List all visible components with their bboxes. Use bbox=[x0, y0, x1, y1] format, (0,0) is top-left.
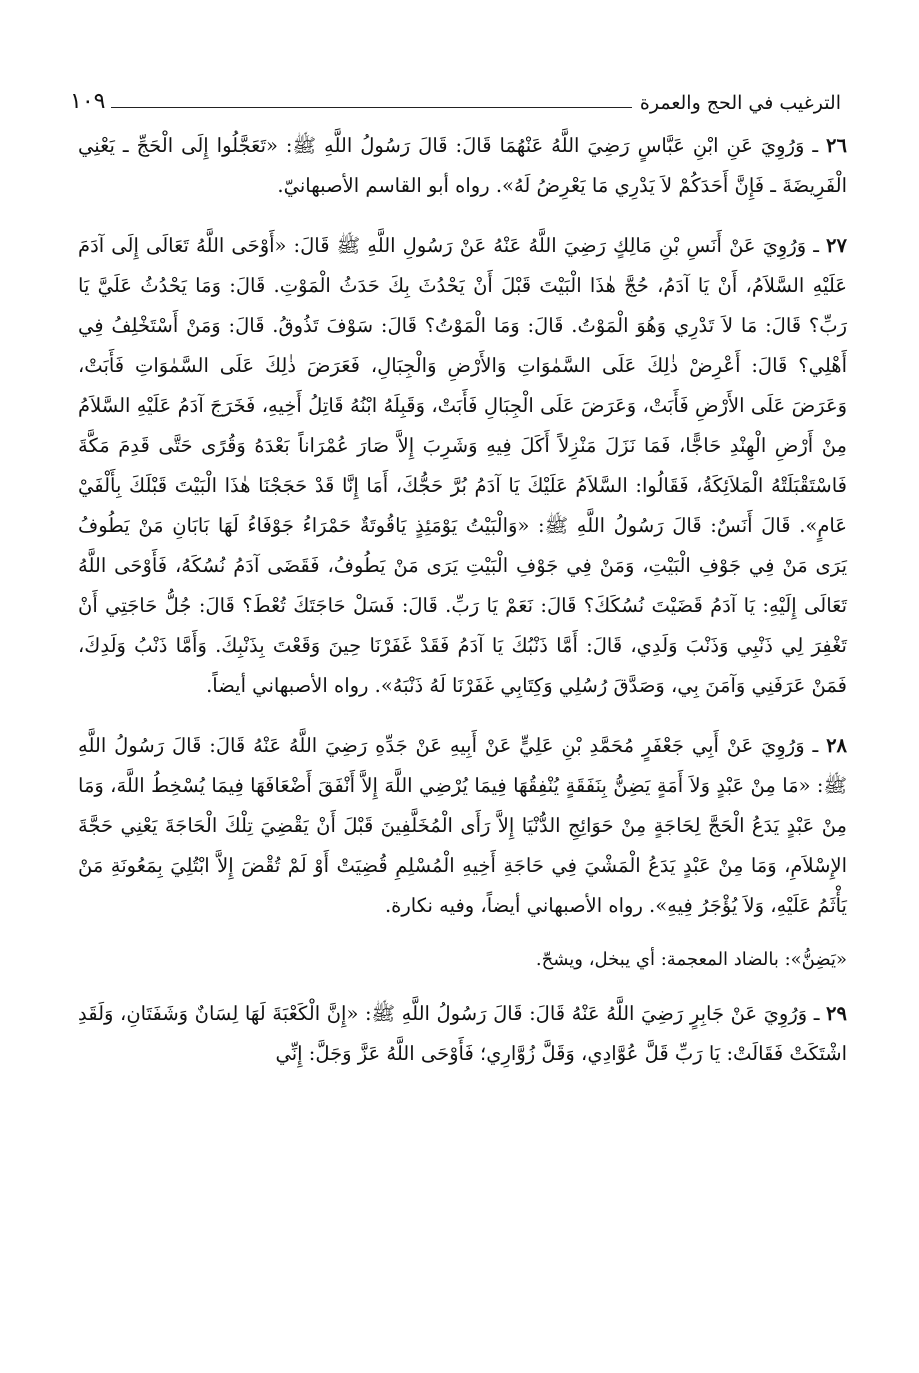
hadith-number: ٢٦ bbox=[826, 134, 847, 157]
hadith-number: ٢٩ bbox=[826, 1002, 847, 1025]
page-body bbox=[78, 126, 847, 1094]
glossary-note: «يَضِنُّ»: بالضاد المعجمة: أي يبخل، ويشحّ. bbox=[535, 949, 847, 970]
hadith-text: ـ وَرُوِيَ عَنْ أَنَسِ بْنِ مَالِكٍ رَضِيَ اللَّهُ عَنْهُ عَنْ رَسُولِ اللَّهِ ﷺ قَالَ: «أَوْحَى اللَّهُ تَعَالَى إِلَى آدَمَ عَلَيْهِ السَّلاَمُ، أَنْ يَا آدَمُ، حُجَّ هٰذَا الْبَيْتَ قَبْلَ أَنْ يَحْدُثَ بِكَ حَدَثُ الْمَوْتِ. قَالَ: وَمَا يَحْدُثُ عَلَيَّ يَا رَبِّ؟ قَالَ: مَا لاَ تَدْرِي وَهُوَ الْمَوْتُ. قَالَ: وَمَا الْمَوْتُ؟ قَالَ: سَوْفَ تَذُوقُ. قَالَ: وَمَنْ أَسْتَخْلِفُ فِي أَهْلِي؟ قَالَ: أَعْرِضْ ذٰلِكَ عَلَى السَّمٰوَاتِ وَالأَرْضِ وَالْجِبَالِ، فَعَرَضَ ذٰلِكَ عَلَى السَّمٰوَاتِ فَأَبَتْ، وَعَرَضَ عَلَى الأَرْضِ فَأَبَتْ، وَعَرَضَ عَلَى الْجِبَالِ فَأَبَتْ، وَقَبِلَهُ ابْنُهُ قَاتِلُ أَخِيهِ، فَخَرَجَ آدَمُ عَلَيْهِ السَّلاَمُ مِنْ أَرْضِ الْهِنْدِ حَاجًّا، فَمَا نَزَلَ مَنْزِلاً أَكَلَ فِيهِ وَشَرِبَ إِلاَّ صَارَ عُمْرَاناً بَعْدَهُ وَقُرًى حَتَّى قَدِمَ مَكَّةَ فَاسْتَقْبَلَتْهُ الْمَلاَئِكَةُ، فَقَالُوا: السَّلاَمُ عَلَيْكَ يَا آدَمُ بُرَّ حَجُّكَ، أَمَا إِنَّا قَدْ حَجَجْنَا هٰذَا الْبَيْتَ قَبْلَكَ بِأَلْفَيْ عَامٍ». قَالَ أَنَسٌ: قَالَ رَسُولُ اللَّهِ ﷺ: «وَالْبَيْتُ يَوْمَئِذٍ يَاقُوتَةٌ حَمْرَاءُ جَوْفَاءُ لَهَا بَابَانِ مَنْ يَطُوفُ يَرَى مَنْ فِي جَوْفِ الْبَيْتِ، وَمَنْ فِي جَوْفِ الْبَيْتِ يَرَى مَنْ يَطُوفُ، فَقَضَى آدَمُ نُسُكَهُ، فَأَوْحَى اللَّهُ تَعَالَى إِلَيْهِ: يَا آدَمُ قَضَيْتَ نُسُكَكَ؟ قَالَ: نَعَمْ يَا رَبِّ. قَالَ: فَسَلْ حَاجَتَكَ تُعْطَ؟ قَالَ: جُلُّ حَاجَتِي أَنْ تَغْفِرَ لِي ذَنْبِي وَذَنْبَ وَلَدِي، قَالَ: أَمَّا ذَنْبُكَ يَا آدَمُ فَقَدْ غَفَرْنَا حِينَ وَقَعْتَ بِذَنْبِكَ. وَأَمَّا ذَنْبُ وَلَدِكَ، فَمَنْ عَرَفَنِي وَآمَنَ بِي، وَصَدَّقَ رُسُلِي وَكِتَابِي غَفَرْنَا لَهُ ذَنْبَهُ». رواه الأصبهاني أيضاً. bbox=[78, 234, 847, 697]
header-rule bbox=[111, 107, 631, 108]
page-number: ١٠٩ bbox=[70, 89, 106, 114]
hadith-text: ـ وَرُوِيَ عَنِ ابْنِ عَبَّاسٍ رَضِيَ اللَّهُ عَنْهُمَا قَالَ: قَالَ رَسُولُ اللَّهِ ﷺ: «تَعَجَّلُوا إِلَى الْحَجِّ ـ يَعْنِي الْفَرِيضَةَ ـ فَإِنَّ أَحَدَكُمْ لاَ يَدْرِي مَا يَعْرِضُ لَهُ». رواه أبو القاسم الأصبهانيّ. bbox=[78, 134, 847, 197]
header-title: الترغيب في الحج والعمرة bbox=[639, 92, 841, 114]
hadith-number: ٢٧ bbox=[826, 234, 847, 257]
hadith-paragraph-29 bbox=[78, 994, 847, 1074]
hadith-paragraph-27 bbox=[78, 226, 847, 706]
hadith-number: ٢٨ bbox=[826, 734, 848, 757]
running-header bbox=[70, 84, 841, 114]
hadith-paragraph-26 bbox=[78, 126, 847, 206]
hadith-text: ـ وَرُوِيَ عَنْ أَبِي جَعْفَرٍ مُحَمَّدِ بْنِ عَلِيٍّ عَنْ أَبِيهِ عَنْ جَدِّهِ رَضِيَ اللَّهُ عَنْهُ قَالَ: قَالَ رَسُولُ اللَّهِ ﷺ: «مَا مِنْ عَبْدٍ وَلاَ أَمَةٍ يَضِنُّ بِنَفَقَةٍ يُنْفِقُهَا فِيمَا يُرْضِي اللَّهَ إِلاَّ أَنْفَقَ أَضْعَافَهَا فِيمَا يُسْخِطُ اللَّهَ، وَمَا مِنْ عَبْدٍ يَدَعُ الْحَجَّ لِحَاجَةٍ مِنْ حَوَائِجِ الدُّنْيَا إِلاَّ رَأَى الْمُخَلَّفِينَ قَبْلَ أَنْ يَقْضِيَ تِلْكَ الْحَاجَةَ يَعْنِي حَجَّةَ الإِسْلاَمِ، وَمَا مِنْ عَبْدٍ يَدَعُ الْمَشْيَ فِي حَاجَةِ أَخِيهِ الْمُسْلِمِ قُضِيَتْ أَوْ لَمْ تُقْضَ إِلاَّ ابْتُلِيَ بِمَعُونَةِ مَنْ يَأْثَمُ عَلَيْهِ، وَلاَ يُؤْجَرُ فِيهِ». رواه الأصبهاني أيضاً، وفيه نكارة. bbox=[78, 734, 847, 917]
hadith-text: ـ وَرُوِيَ عَنْ جَابِرٍ رَضِيَ اللَّهُ عَنْهُ قَالَ: قَالَ رَسُولُ اللَّهِ ﷺ: «إِنَّ الْكَعْبَةَ لَهَا لِسَانٌ وَشَفَتَانِ، وَلَقَدِ اشْتَكَتْ فَقَالَتْ: يَا رَبِّ قَلَّ عُوَّادِي، وَقَلَّ زُوَّارِي؛ فَأَوْحَى اللَّهُ عَزَّ وَجَلَّ: إِنِّي bbox=[78, 1002, 847, 1065]
hadith-paragraph-28 bbox=[78, 726, 847, 926]
